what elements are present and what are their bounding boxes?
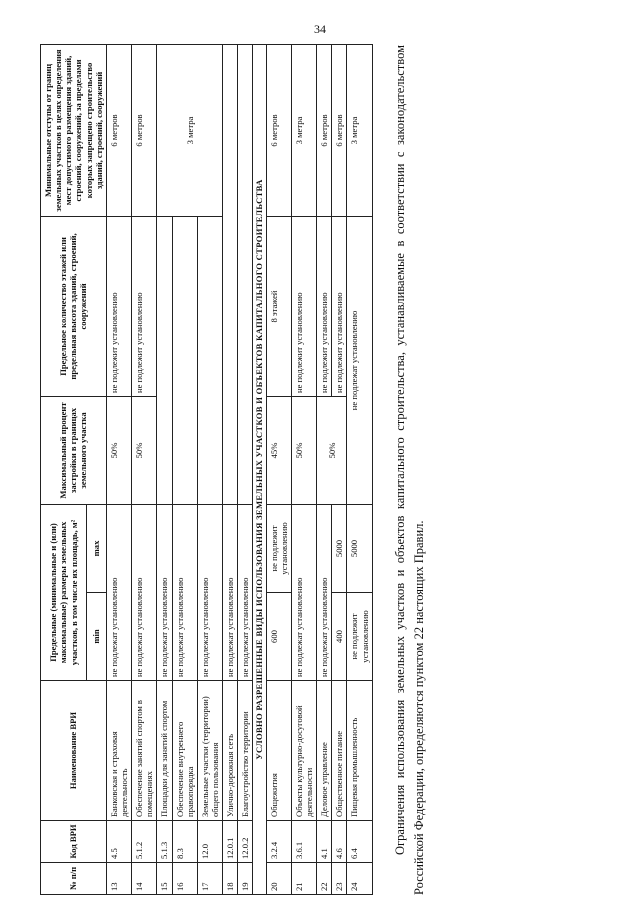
cell-code: 4.1 bbox=[317, 821, 332, 863]
table-row bbox=[223, 44, 238, 894]
cell-floors: не подлежит установлению bbox=[106, 216, 131, 396]
cell-name: Общественное питание bbox=[332, 681, 347, 821]
cell-name: Площадки для занятий спортом bbox=[157, 681, 172, 821]
cell-floors: 8 этажей bbox=[266, 216, 291, 396]
table-row bbox=[238, 44, 253, 894]
cell-max: 5000 bbox=[332, 504, 347, 592]
cell-min: не подлежит установлению bbox=[347, 593, 372, 681]
cell-name: Общежития bbox=[266, 681, 291, 821]
cell-name: Деловое управление bbox=[317, 681, 332, 821]
section-row bbox=[253, 44, 266, 894]
cell-num: 19 bbox=[238, 863, 253, 895]
cell-merged: не подлежат установлению bbox=[347, 216, 372, 504]
cell-code: 12.0.2 bbox=[238, 821, 253, 863]
cell-setback: 6 метров bbox=[266, 44, 291, 216]
cell-coverage: 50% bbox=[317, 396, 347, 504]
cell-setback: 6 метров bbox=[106, 44, 131, 216]
cell-min: 600 bbox=[266, 593, 291, 681]
cell-area: не подлежат установлению bbox=[172, 504, 197, 680]
cell-num: 22 bbox=[317, 863, 332, 895]
cell-area: не подлежат установлению bbox=[197, 504, 222, 680]
cell-area: не подлежат установлению bbox=[106, 504, 131, 680]
cell-area: не подлежат установлению bbox=[132, 504, 157, 680]
cell-floors: не подлежит установлению bbox=[291, 216, 316, 396]
cell-num: 14 bbox=[132, 863, 157, 895]
rotated-content bbox=[40, 45, 600, 895]
cell-area: не подлежат установлению bbox=[238, 504, 253, 680]
cell-setback: 3 метра bbox=[157, 44, 223, 216]
cell-num: 23 bbox=[332, 863, 347, 895]
cell-code: 5.1.2 bbox=[132, 821, 157, 863]
cell-code: 5.1.3 bbox=[157, 821, 172, 863]
cell-empty bbox=[223, 44, 238, 504]
table-row bbox=[157, 44, 172, 894]
cell-code: 4.6 bbox=[332, 821, 347, 863]
table-row bbox=[266, 44, 291, 894]
table-row bbox=[317, 44, 332, 894]
cell-area: не подлежат установлению bbox=[317, 504, 332, 680]
cell-setback: 6 метров bbox=[332, 44, 347, 216]
restrictions-note: Ограничения использования земельных участков и объектов капитального строительства, устанавливаемые в соответствии с законодательством Российской Федерации, определяются пунктом 22 настоящих Правил. bbox=[392, 45, 427, 895]
header-name: Наименование ВРИ bbox=[41, 681, 107, 821]
cell-name: Объекты культурно-досуговой деятельности bbox=[291, 681, 316, 821]
regulations-table bbox=[40, 44, 373, 895]
cell-max: не подлежит установлению bbox=[266, 504, 291, 592]
table-row bbox=[106, 44, 131, 894]
cell-code: 3.6.1 bbox=[291, 821, 316, 863]
cell-coverage: 50% bbox=[291, 396, 316, 504]
cell-code: 6.4 bbox=[347, 821, 372, 863]
cell-code: 12.0.1 bbox=[223, 821, 238, 863]
cell-empty bbox=[157, 216, 172, 504]
header-num: № п/п bbox=[41, 863, 107, 895]
table-header-row bbox=[41, 44, 87, 894]
header-setback: Минимальные отступы от границ земельных участков в целях определения мест допустимого размещения зданий, строений, сооружений, за пределами которых запрещено строительство зданий, строений, сооружений bbox=[41, 44, 107, 216]
cell-floors: не подлежит установлению bbox=[132, 216, 157, 396]
cell-name: Обеспечение занятий спортом в помещениях bbox=[132, 681, 157, 821]
cell-coverage: 50% bbox=[106, 396, 131, 504]
cell-name: Земельные участки (территории) общего пользования bbox=[197, 681, 222, 821]
cell-code: 12.0 bbox=[197, 821, 222, 863]
cell-name: Благоустройство территории bbox=[238, 681, 253, 821]
cell-area: не подлежат установлению bbox=[223, 504, 238, 680]
cell-empty bbox=[197, 216, 222, 504]
cell-floors: не подлежит установлению bbox=[317, 216, 332, 396]
cell-name: Улично-дорожная сеть bbox=[223, 681, 238, 821]
cell-code: 8.3 bbox=[172, 821, 197, 863]
cell-setback: 3 метра bbox=[291, 44, 316, 216]
cell-num: 24 bbox=[347, 863, 372, 895]
cell-num: 13 bbox=[106, 863, 131, 895]
cell-code: 4.5 bbox=[106, 821, 131, 863]
header-code: Код ВРИ bbox=[41, 821, 107, 863]
cell-name: Пищевая промышленность bbox=[347, 681, 372, 821]
cell-name: Банковская и страховая деятельность bbox=[106, 681, 131, 821]
cell-max: 5000 bbox=[347, 504, 372, 592]
header-coverage: Максимальный процент застройки в границах земельного участка bbox=[41, 396, 107, 504]
cell-setback: 3 метра bbox=[347, 44, 372, 216]
cell-setback: 6 метров bbox=[132, 44, 157, 216]
table-row bbox=[132, 44, 157, 894]
cell-num: 17 bbox=[197, 863, 222, 895]
cell-num: 18 bbox=[223, 863, 238, 895]
cell-num: 20 bbox=[266, 863, 291, 895]
cell-num: 21 bbox=[291, 863, 316, 895]
cell-num: 16 bbox=[172, 863, 197, 895]
cell-empty bbox=[172, 216, 197, 504]
header-area: Предельные (минимальные и (или) максимальные) размеры земельных участков, в том числе их площадь, м² bbox=[41, 504, 87, 680]
header-min: min bbox=[87, 593, 107, 681]
section-title: УСЛОВНО РАЗРЕШЕННЫЕ ВИДЫ ИСПОЛЬЗОВАНИЯ ЗЕМЕЛЬНЫХ УЧАСТКОВ И ОБЪЕКТОВ КАПИТАЛЬНОГО СТРОИТЕЛЬСТВА bbox=[253, 44, 266, 894]
cell-name: Обеспечение внутреннего правопорядка bbox=[172, 681, 197, 821]
cell-code: 3.2.4 bbox=[266, 821, 291, 863]
cell-floors: не подлежит установлению bbox=[332, 216, 347, 396]
cell-area: не подлежат установлению bbox=[291, 504, 316, 680]
cell-num: 15 bbox=[157, 863, 172, 895]
header-max: max bbox=[87, 504, 107, 592]
cell-empty bbox=[238, 44, 253, 504]
page-number: 34 bbox=[314, 22, 326, 36]
cell-area: не подлежат установлению bbox=[157, 504, 172, 680]
cell-min: 400 bbox=[332, 593, 347, 681]
cell-coverage: 45% bbox=[266, 396, 291, 504]
table-row bbox=[291, 44, 316, 894]
table-row bbox=[347, 44, 372, 894]
cell-coverage: 50% bbox=[132, 396, 157, 504]
cell-setback: 6 метров bbox=[317, 44, 332, 216]
header-floors: Предельное количество этажей или предельная высота зданий, строений, сооружений bbox=[41, 216, 107, 396]
